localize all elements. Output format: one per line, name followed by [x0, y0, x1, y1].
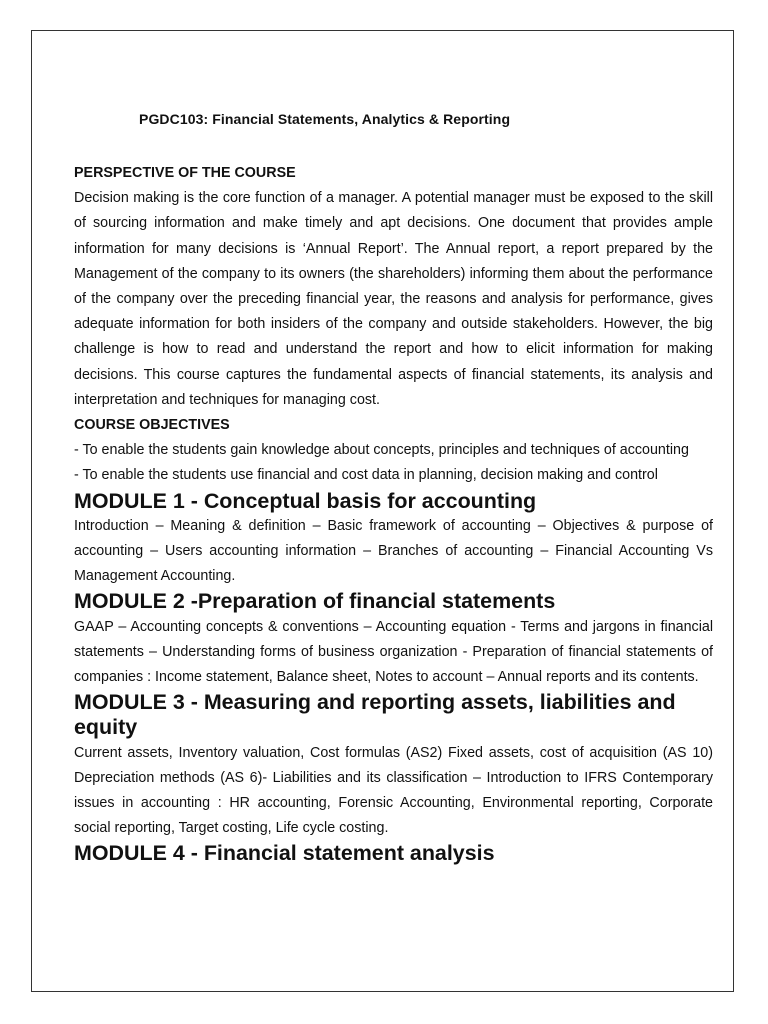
objectives-section: [74, 413, 713, 489]
perspective-heading: PERSPECTIVE OF THE COURSE: [74, 165, 296, 181]
module-3-heading: MODULE 3 - Measuring and reporting assets, liabilities and equity: [74, 690, 676, 740]
module-1-section: [74, 489, 713, 590]
objectives-heading: COURSE OBJECTIVES: [74, 417, 230, 434]
module-3-text: Current assets, Inventory valuation, Cost formulas (AS2) Fixed assets, cost of acquisition (AS 10) Depreciation methods (AS 6)- Liabilities and its classification – Introduction to IFRS Contemporary issues in accounting : HR accounting, Forensic Accounting, Environmental reporting, Corporate social reporting, Target costing, Life cycle costing.: [74, 744, 713, 837]
document-body: [74, 161, 713, 867]
module-4-heading: MODULE 4 - Financial statement analysis: [74, 841, 495, 866]
module-2-section: [74, 589, 713, 690]
objective-item: - To enable the students gain knowledge about concepts, principles and techniques of accounting: [74, 442, 689, 459]
perspective-text: Decision making is the core function of a manager. A potential manager must be exposed to the skill of sourcing information and make timely and apt decisions. One document that provides ample information for many decisions is ‘Annual Report’. The Annual report, a report prepared by the Management of the company to its owners (the shareholders) informing them about the performance of the company over the preceding financial year, the reasons and analysis for performance, gives adequate information for both insiders of the company and outside stakeholders. However, the big challenge is how to read and understand the report and how to elicit information for making decisions. This course captures the fundamental aspects of financial statements, its analysis and interpretation and techniques for managing cost.: [74, 190, 713, 408]
module-4-section: [74, 841, 713, 866]
module-1-heading: MODULE 1 - Conceptual basis for accounting: [74, 488, 537, 513]
module-2-text: GAAP – Accounting concepts & conventions – Accounting equation - Terms and jargons in financial statements – Understanding forms of business organization - Preparation of financial statements of companies : Income statement, Balance sheet, Notes to account – Annual reports and its contents.: [74, 618, 713, 686]
document-title: PGDC103: Financial Statements, Analytics & Reporting: [139, 111, 511, 127]
objective-item: - To enable the students use financial and cost data in planning, decision making and control: [74, 467, 658, 484]
perspective-section: [74, 161, 713, 413]
module-2-heading: MODULE 2 -Preparation of financial statements: [74, 589, 556, 614]
module-3-section: [74, 690, 713, 841]
document-page: [31, 30, 734, 992]
module-1-text: Introduction – Meaning & definition – Basic framework of accounting – Objectives & purpose of accounting – Users accounting information – Branches of accounting – Financial Accounting Vs Management Accounting.: [74, 517, 713, 585]
